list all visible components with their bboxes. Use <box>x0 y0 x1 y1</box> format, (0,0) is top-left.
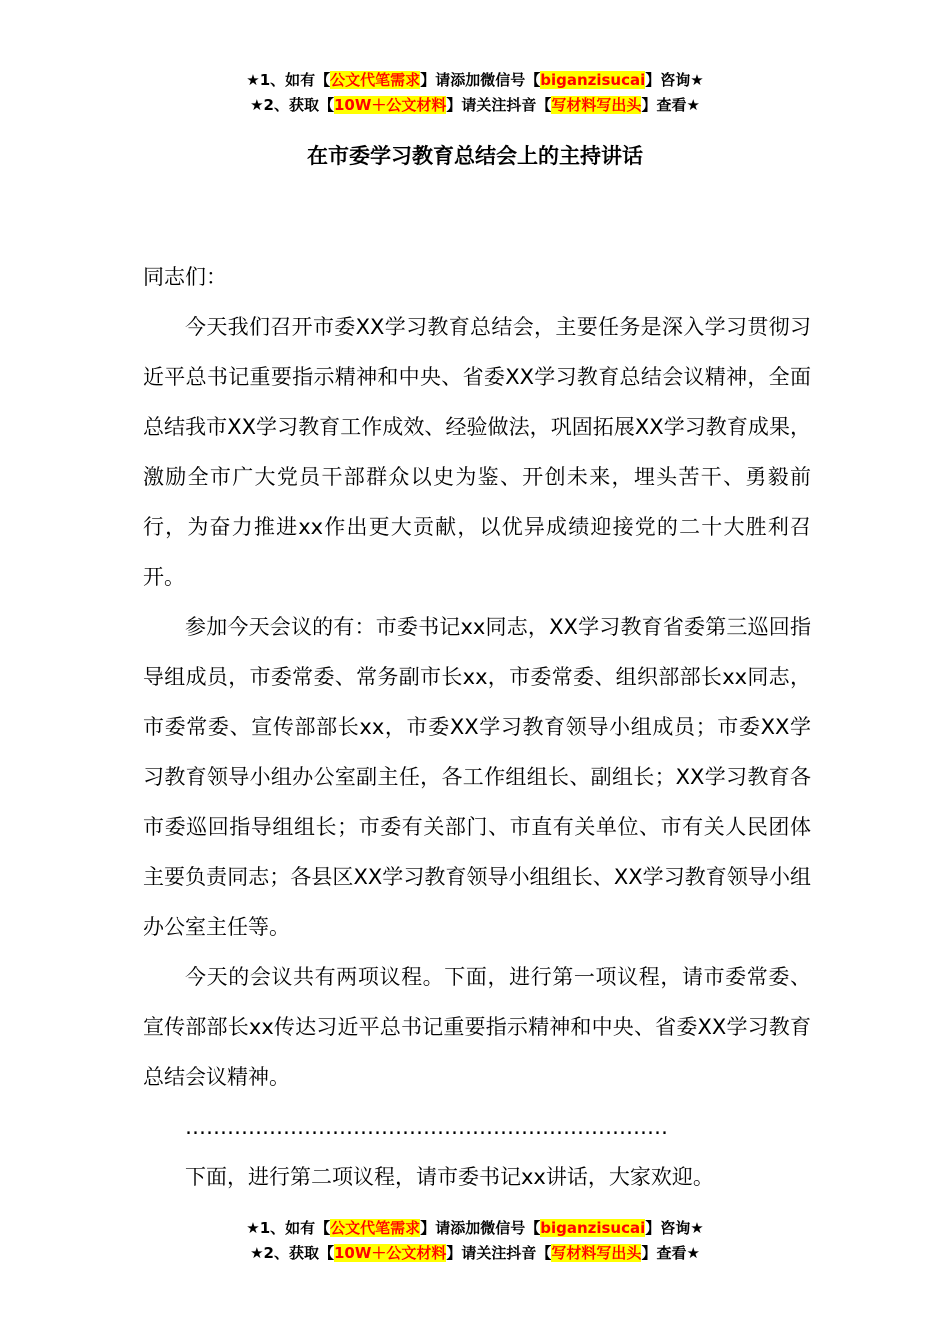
banner-text: ★2、获取【 <box>250 1244 334 1262</box>
paragraph-1: 今天我们召开市委XX学习教育总结会，主要任务是深入学习贯彻习近平总书记重要指示精神和中央、省委XX学习教育总结会议精神，全面总结我市XX学习教育工作成效、经验做法，巩固拓展XX学习教育成果，激励全市广大党员干部群众以史为鉴、开创未来，埋头苦干、勇毅前行，为奋力推进xx作出更大贡献，以优异成绩迎接党的二十大胜利召开。 <box>143 315 811 589</box>
salutation: 同志们： <box>143 265 227 289</box>
banner-highlight: 公文代笔需求 <box>330 71 421 89</box>
banner-highlight: biganzisucai <box>540 1219 646 1237</box>
banner-text: 】请添加微信号【 <box>420 71 541 89</box>
banner-highlight: biganzisucai <box>540 71 646 89</box>
paragraph-2: 参加今天会议的有：市委书记xx同志，XX学习教育省委第三巡回指导组成员，市委常委、常务副市长xx，市委常委、组织部部长xx同志，市委常委、宣传部部长xx，市委XX学习教育领导小组成员；市委XX学习教育领导小组办公室副主任，各工作组组长、副组长；XX学习教育各市委巡回指导组组长；市委有关部门、市直有关单位、市有关人民团体主要负责同志；各县区XX学习教育领导小组组长、XX学习教育领导小组办公室主任等。 <box>143 615 811 939</box>
banner-highlight: 写材料写出头 <box>551 96 642 114</box>
paragraph-3: 今天的会议共有两项议程。下面，进行第一项议程，请市委常委、宣传部部长xx传达习近平总书记重要指示精神和中央、省委XX学习教育总结会议精神。 <box>143 965 811 1089</box>
document-title: 在市委学习教育总结会上的主持讲话 <box>307 144 643 168</box>
banner-text: 】咨询★ <box>645 71 704 89</box>
ellipsis-line: …………………………………………………………… <box>185 1115 668 1139</box>
banner-text: ★1、如有【 <box>246 1219 331 1237</box>
banner-line-2 <box>0 1241 950 1266</box>
banner-highlight: 10W＋公文材料 <box>333 1244 447 1262</box>
banner-line-1 <box>0 68 950 93</box>
header-banner <box>0 68 950 118</box>
banner-line-2 <box>0 93 950 118</box>
banner-text: 】请关注抖音【 <box>446 1244 552 1262</box>
banner-text: 】请添加微信号【 <box>420 1219 541 1237</box>
closing-paragraph: 下面，进行第二项议程，请市委书记xx讲话，大家欢迎。 <box>185 1165 714 1189</box>
banner-highlight: 写材料写出头 <box>551 1244 642 1262</box>
footer-banner <box>0 1216 950 1266</box>
banner-text: 】查看★ <box>641 1244 700 1262</box>
banner-text: ★1、如有【 <box>246 71 331 89</box>
banner-line-1 <box>0 1216 950 1241</box>
banner-text: 】请关注抖音【 <box>446 96 552 114</box>
banner-text: 】查看★ <box>641 96 700 114</box>
banner-highlight: 10W＋公文材料 <box>333 96 447 114</box>
banner-text: ★2、获取【 <box>250 96 334 114</box>
banner-text: 】咨询★ <box>645 1219 704 1237</box>
document-body <box>143 252 811 1202</box>
banner-highlight: 公文代笔需求 <box>330 1219 421 1237</box>
